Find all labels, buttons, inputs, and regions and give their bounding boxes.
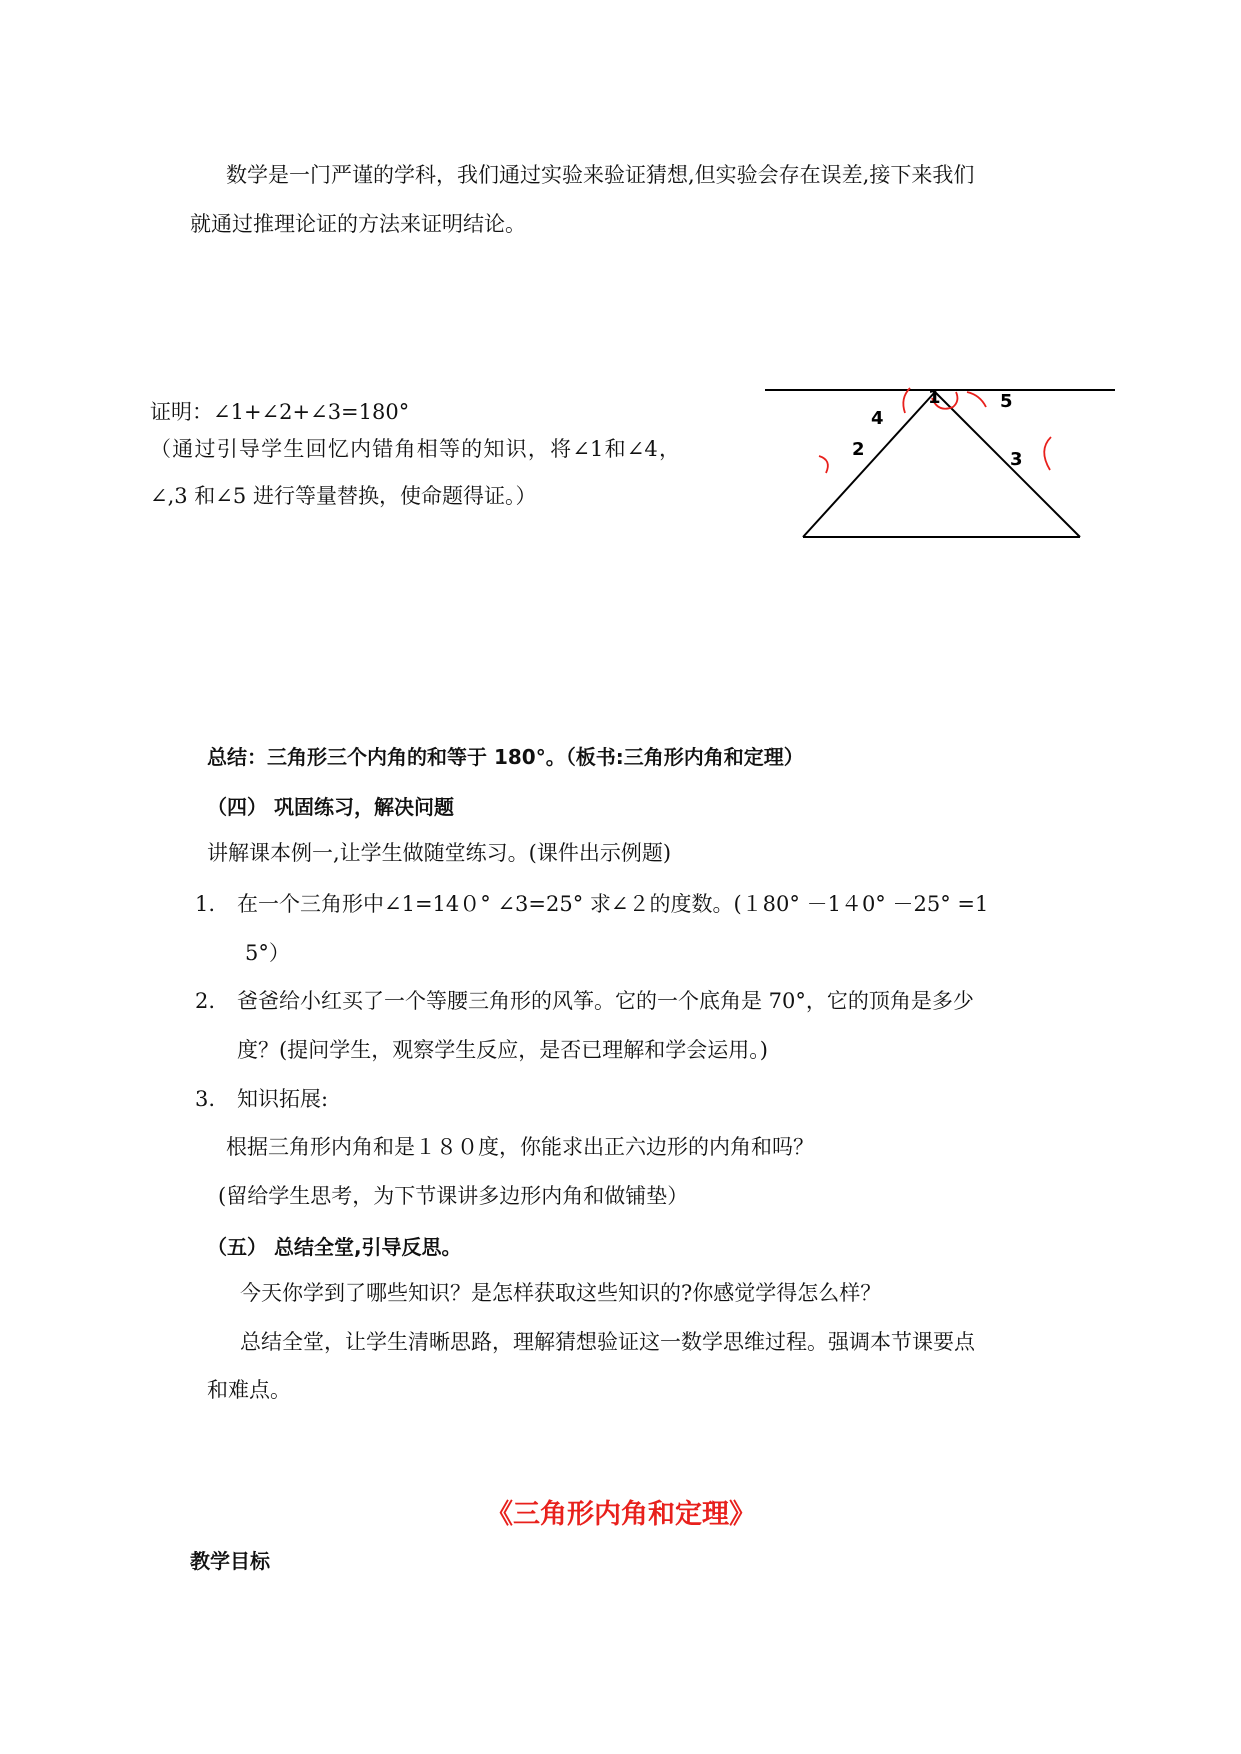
section-4-intro: 讲解课本例一,让学生做随堂练习。(课件出示例题) bbox=[207, 841, 672, 865]
exercise-1 bbox=[195, 889, 988, 919]
triangle-left-side bbox=[803, 392, 935, 537]
section-5-para-1: 今天你学到了哪些知识？是怎样获取这些知识的?你感觉学得怎么样？ bbox=[240, 1281, 882, 1305]
angle-4-arc bbox=[903, 388, 910, 413]
figure-label-4: 4 bbox=[871, 408, 884, 429]
summary-line: 总结：三角形三个内角的和等于 180°。（板书:三角形内角和定理） bbox=[207, 745, 804, 769]
proof-note-clip bbox=[150, 388, 690, 568]
angle-2-arc bbox=[819, 456, 828, 473]
exercise-2-number: 2. bbox=[195, 989, 216, 1013]
exercise-1-number: 1. bbox=[195, 892, 216, 916]
extension-question: 根据三角形内角和是１８０度，你能求出正六边形的内角和吗？ bbox=[226, 1135, 814, 1159]
angle-3-arc bbox=[1044, 437, 1051, 470]
figure-label-1: 1 bbox=[928, 387, 941, 408]
exercise-3-number: 3. bbox=[195, 1087, 216, 1111]
proof-label: 证明：∠1+∠2+∠3=180° bbox=[150, 400, 410, 424]
section-5-para-2-line-1: 总结全堂，让学生清晰思路，理解猜想验证这一数学思维过程。强调本节课要点 bbox=[240, 1330, 975, 1354]
exercise-2 bbox=[195, 986, 974, 1016]
teaching-goals-heading: 教学目标 bbox=[190, 1549, 270, 1573]
section-5-heading: （五） 总结全堂,引导反思。 bbox=[207, 1235, 462, 1259]
extension-note: (留给学生思考，为下节课讲多边形内角和做铺垫） bbox=[218, 1184, 689, 1208]
figure-label-5: 5 bbox=[1000, 391, 1013, 412]
exercise-3 bbox=[195, 1084, 328, 1114]
section-4-heading: （四） 巩固练习，解决问题 bbox=[207, 795, 454, 819]
intro-line-2: 就通过推理论证的方法来证明结论。 bbox=[190, 212, 526, 236]
proof-note: （通过引导学生回忆内错角相等的知识，将∠1和∠4，∠,3 和∠5 进行等量替换，使命题得证。） bbox=[150, 437, 680, 508]
intro-line-1: 数学是一门严谨的学科，我们通过实验来验证猜想,但实验会存在误差,接下来我们 bbox=[226, 163, 975, 187]
triangle-diagram bbox=[760, 380, 1120, 550]
exercise-1-continuation: 5°） bbox=[245, 941, 290, 965]
document-title: 《三角形内角和定理》 bbox=[486, 1499, 756, 1530]
exercise-3-text: 知识拓展: bbox=[237, 1087, 329, 1111]
section-5-para-2-line-2: 和难点。 bbox=[207, 1378, 291, 1402]
exercise-1-text: 在一个三角形中∠1=14０° ∠3=25° 求∠２的度数。(１80° －1４0° －25° =1 bbox=[237, 892, 989, 916]
figure-label-2: 2 bbox=[852, 439, 865, 460]
angle-5-arc bbox=[967, 392, 986, 407]
triangle-right-side bbox=[935, 392, 1080, 537]
figure-label-3: 3 bbox=[1010, 449, 1023, 470]
exercise-2-text: 爸爸给小红买了一个等腰三角形的风筝。它的一个底角是 70°，它的顶角是多少 bbox=[237, 989, 974, 1013]
exercise-2-continuation: 度？(提问学生，观察学生反应，是否已理解和学会运用。) bbox=[237, 1038, 768, 1062]
